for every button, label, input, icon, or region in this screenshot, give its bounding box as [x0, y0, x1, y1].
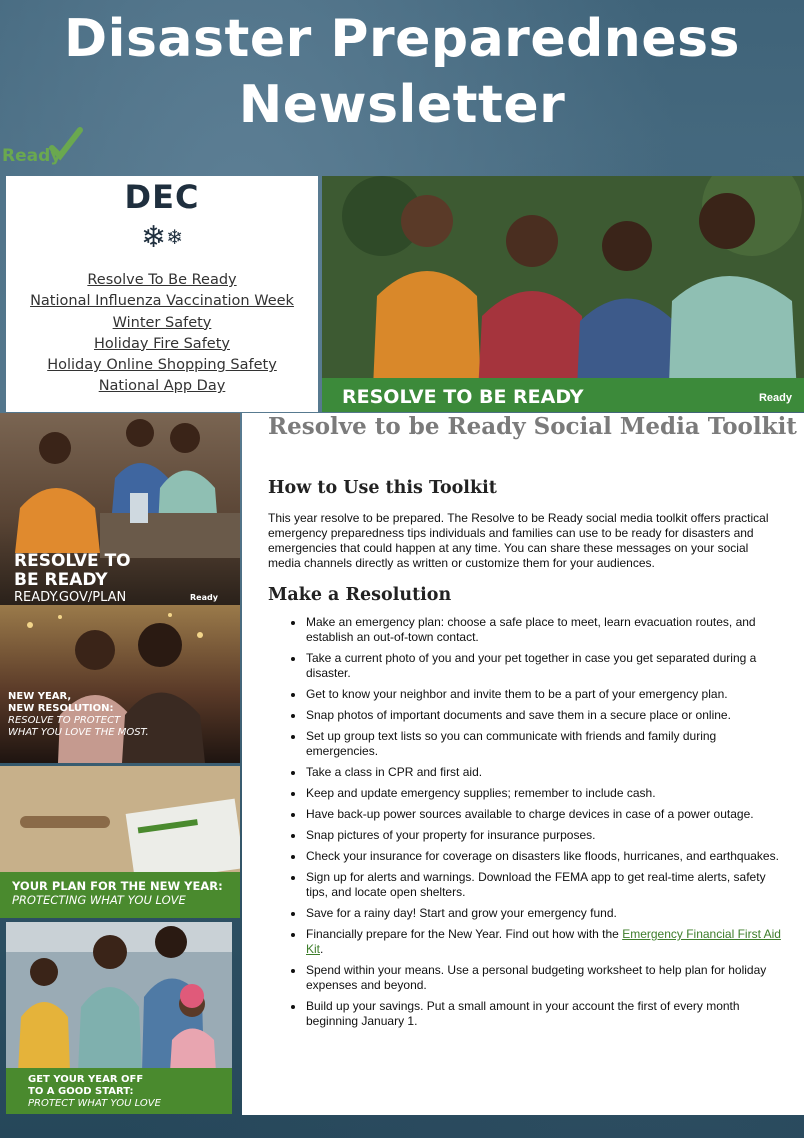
celebration-photo	[0, 605, 240, 763]
tile4-line3: PROTECT WHAT YOU LOVE	[28, 1098, 161, 1109]
title-line-2: Newsletter	[238, 75, 566, 135]
list-item: • Spend within your means. Use a personal budgeting worksheet to help plan for holiday expenses and beyond.	[305, 963, 788, 993]
tile3-line2: PROTECTING WHAT YOU LOVE	[12, 893, 186, 907]
list-item: • Get to know your neighbor and invite them to be a part of your emergency plan.	[305, 687, 788, 702]
hero-ready-logo: Ready	[758, 392, 792, 404]
list-item: • Keep and update emergency supplies; remember to include cash.	[305, 786, 788, 801]
list-item: • Make an emergency plan: choose a safe place to meet, learn evacuation routes, and establish an out-of-town contact.	[305, 615, 788, 645]
section-heading-resolution: Make a Resolution	[268, 585, 452, 605]
calendar-link-influenza[interactable]: National Influenza Vaccination Week	[30, 293, 294, 310]
list-item: • Have back-up power sources available to charge devices in case of a power outage.	[305, 807, 788, 822]
financial-suffix: .	[320, 942, 324, 956]
section-heading-how-to-use: How to Use this Toolkit	[268, 478, 497, 498]
month-label: DEC	[124, 178, 200, 216]
title-line-1: Disaster Preparedness	[63, 9, 740, 69]
tile2-line4: WHAT YOU LOVE THE MOST.	[8, 727, 149, 738]
promo-tile-good-start	[6, 922, 232, 1114]
hero-banner	[322, 378, 804, 412]
tile4-line2: TO A GOOD START:	[28, 1086, 134, 1097]
hero-image	[322, 176, 804, 412]
list-item: • Snap photos of important documents and save them in a secure place or online.	[305, 708, 788, 723]
tile2-line3: RESOLVE TO PROTECT	[8, 715, 121, 726]
calendar-link-resolve[interactable]: Resolve To Be Ready	[87, 272, 237, 288]
tile4-line1: GET YOUR YEAR OFF	[28, 1074, 144, 1085]
tile2-line2: NEW RESOLUTION:	[8, 703, 114, 714]
document-title: Resolve to be Ready Social Media Toolkit	[268, 413, 797, 440]
december-calendar	[6, 176, 318, 412]
tile1-line3: READY.GOV/PLAN	[14, 590, 127, 605]
family-photo	[322, 176, 804, 412]
family-standing-photo	[6, 922, 232, 1072]
tile2-line1: NEW YEAR,	[8, 691, 72, 702]
hero-banner-text: RESOLVE TO BE READY	[342, 386, 584, 408]
list-item-financial	[305, 927, 788, 957]
tile1-line2: BE READY	[14, 570, 108, 590]
list-item: • Build up your savings. Put a small amount in your account the first of every month beginning January 1.	[305, 999, 788, 1029]
snowflake-icon: ❄❄	[141, 221, 183, 254]
financial-aid-kit-link[interactable]: Emergency Financial First Aid Kit	[306, 927, 781, 956]
ready-logo-text: Ready	[2, 146, 62, 166]
list-item: • Take a class in CPR and first aid.	[305, 765, 788, 780]
calendar-link-fire[interactable]: Holiday Fire Safety	[94, 335, 230, 352]
resolution-list	[268, 615, 788, 1029]
intro-paragraph: This year resolve to be prepared. The Resolve to be Ready social media toolkit offers practical emergency preparedness tips individuals and families can use to be ready for disasters and emergencies that could happen at any time. You can share these messages on your social media channels directly as written or customize them for your audiences.	[268, 511, 769, 570]
list-item: • Save for a rainy day! Start and grow your emergency fund.	[305, 906, 788, 921]
tile1-logo: Ready	[190, 593, 218, 602]
newsletter-title	[0, 6, 804, 138]
financial-text: Financially prepare for the New Year. Find out how with the	[306, 927, 623, 941]
list-item: • Check your insurance for coverage on disasters like floods, hurricanes, and earthquakes.	[305, 849, 788, 864]
ready-logo	[0, 126, 84, 170]
promo-tile-new-year	[0, 605, 240, 763]
planning-photo	[0, 766, 240, 876]
list-item: • Sign up for alerts and warnings. Download the FEMA app to get real-time alerts, safety tips, and locate open shelters.	[305, 870, 788, 900]
promo-tile-plan	[0, 766, 240, 918]
calendar-link-shopping[interactable]: Holiday Online Shopping Safety	[47, 357, 277, 374]
promo-tile-resolve	[0, 413, 240, 605]
toolkit-document	[242, 413, 804, 1115]
list-item: • Snap pictures of your property for insurance purposes.	[305, 828, 788, 843]
list-item: • Take a current photo of you and your pet together in case you get separated during a disaster.	[305, 651, 788, 681]
calendar-link-winter[interactable]: Winter Safety	[112, 314, 212, 331]
list-item: • Set up group text lists so you can communicate with friends and family during emergencies.	[305, 729, 788, 759]
tile1-line1: RESOLVE TO	[14, 551, 131, 571]
calendar-link-app-day[interactable]: National App Day	[98, 378, 226, 395]
tile3-line1: YOUR PLAN FOR THE NEW YEAR:	[12, 879, 223, 893]
